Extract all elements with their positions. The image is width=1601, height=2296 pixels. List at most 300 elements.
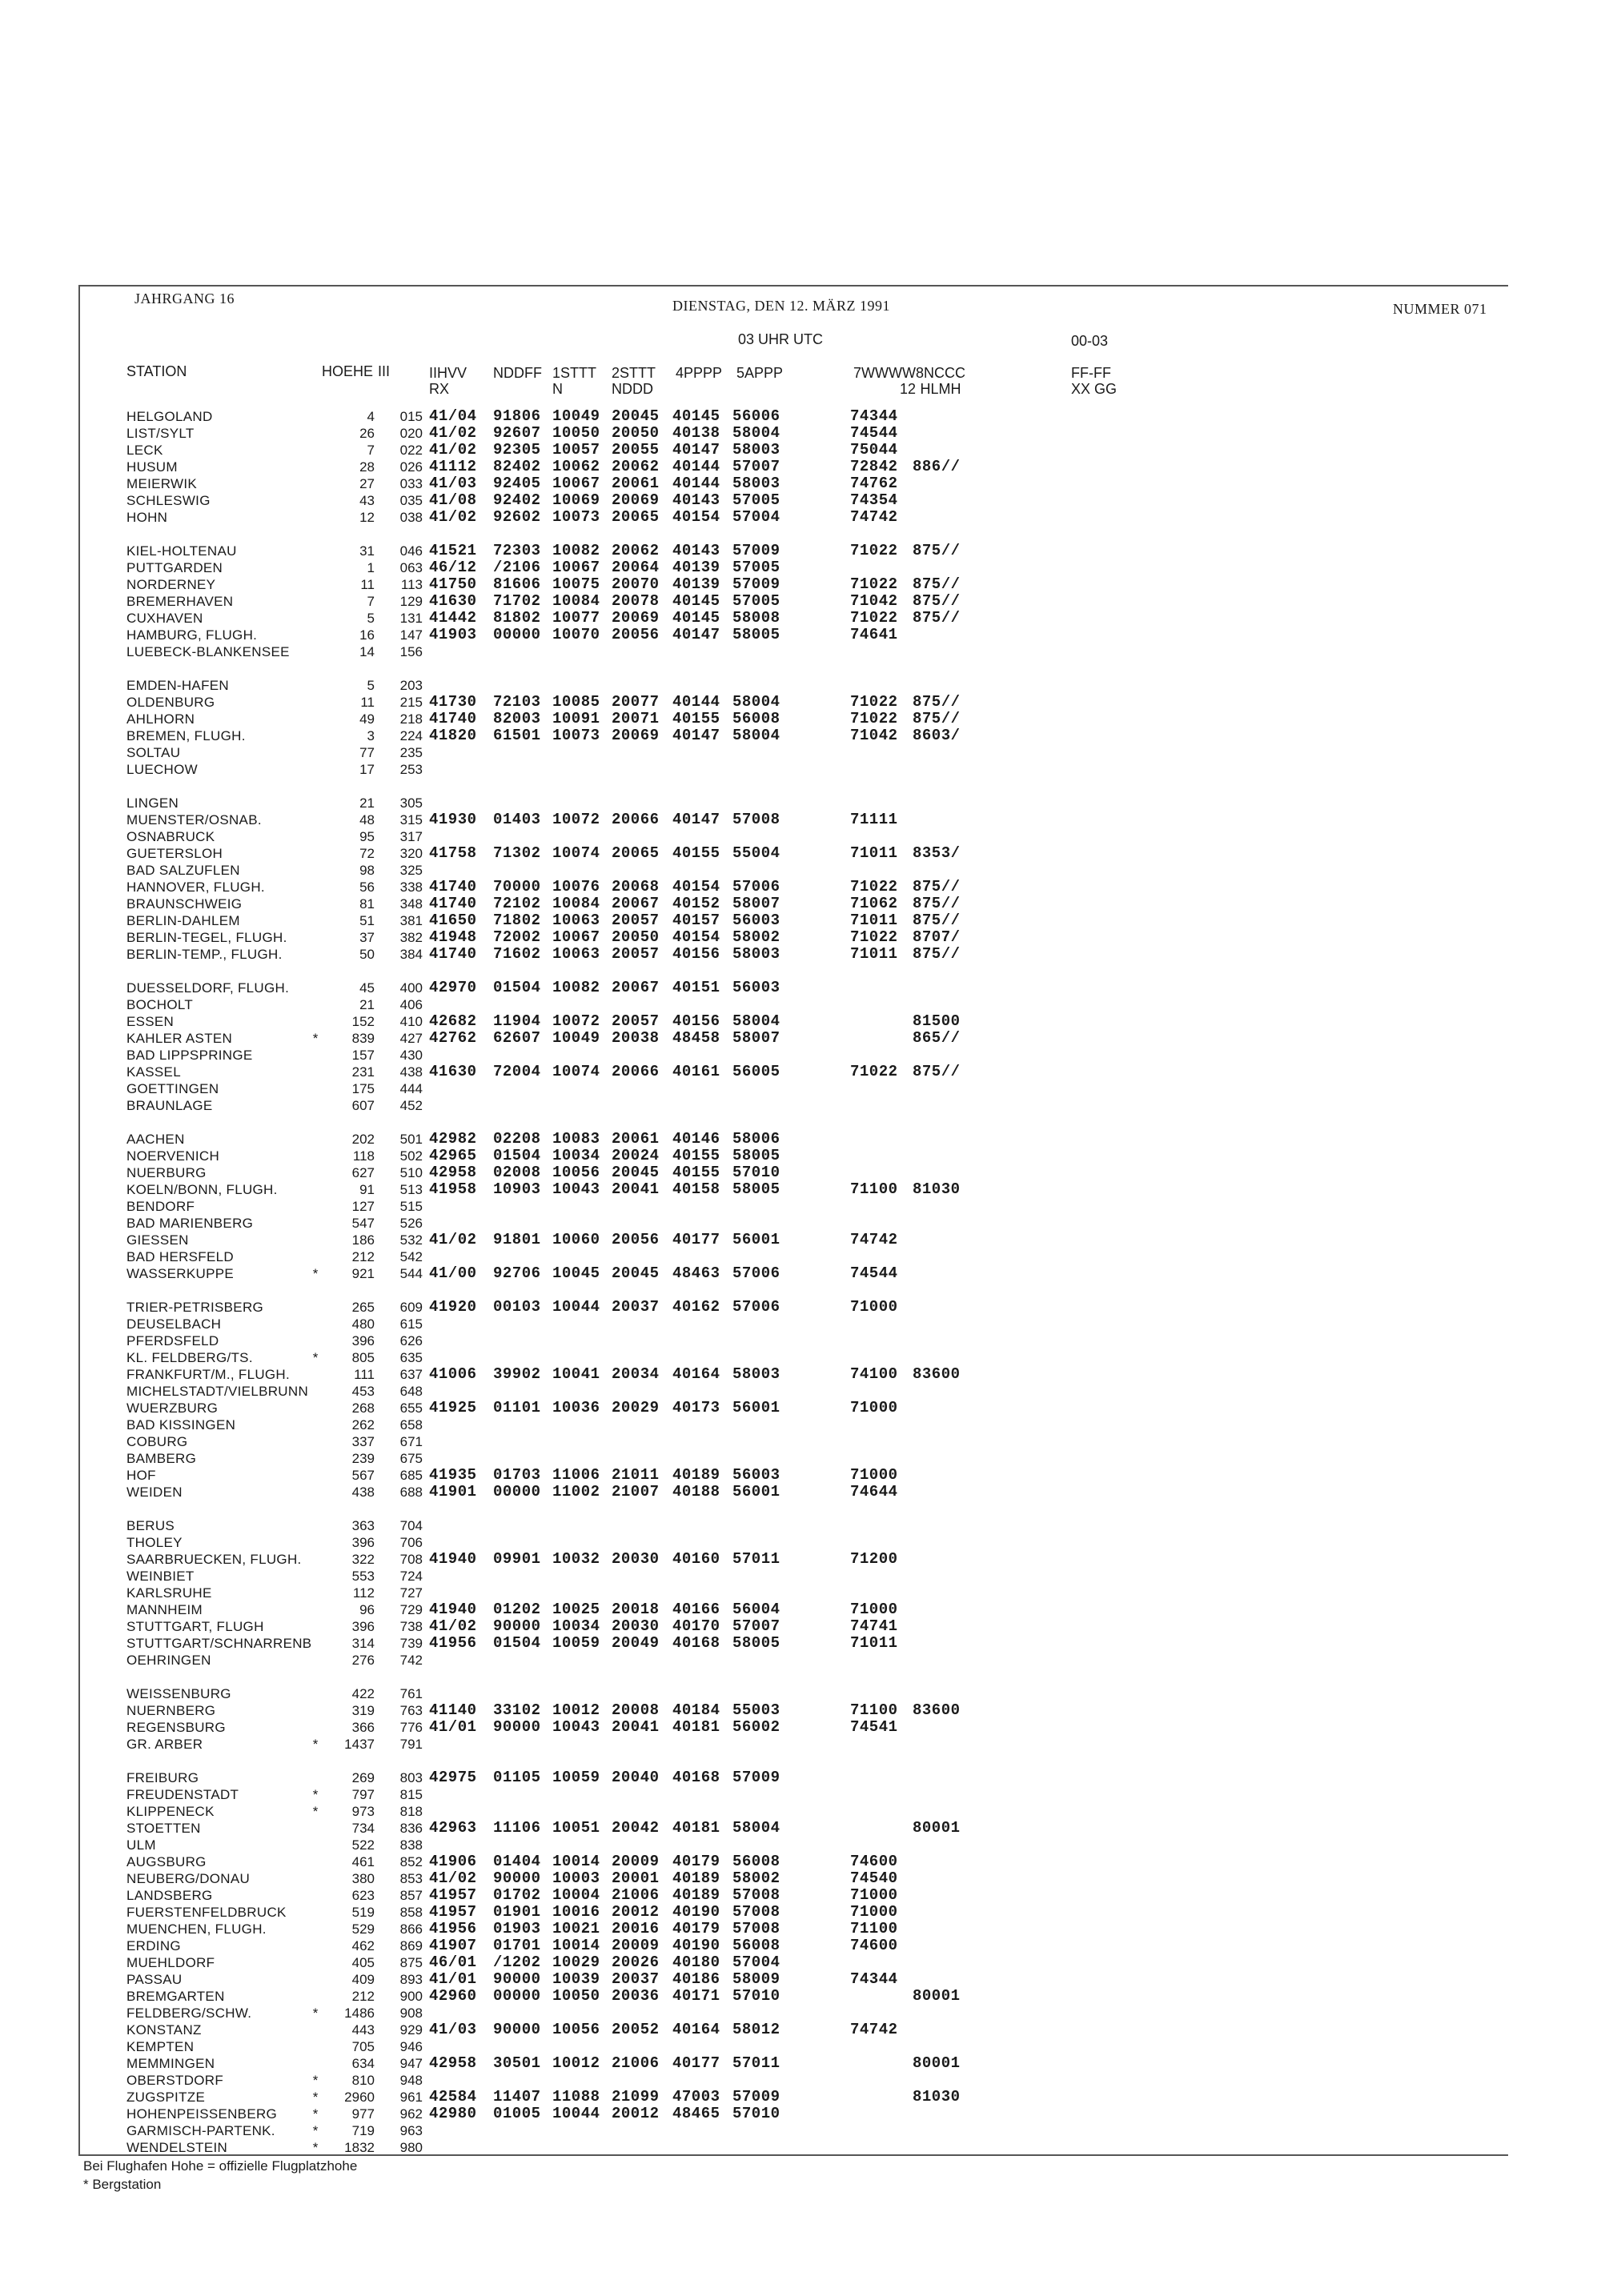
synop-group-4: 20069: [612, 727, 660, 744]
group-spacer: [80, 660, 1201, 677]
synop-group-4: 20055: [612, 441, 660, 459]
synop-group-3: 10091: [552, 710, 600, 727]
synop-group-5: 40181: [672, 1718, 720, 1736]
synop-group-4: 20045: [612, 1164, 660, 1181]
station-index: 900: [399, 1989, 423, 2004]
station-row: [80, 1316, 1201, 1332]
station-height: 805: [351, 1350, 375, 1365]
station-row: [80, 744, 1201, 761]
synop-group-4: 20061: [612, 1130, 660, 1148]
station-row: [80, 828, 1201, 845]
station-name: BERLIN-TEMP., FLUGH.: [126, 947, 283, 962]
synop-group-3: 10044: [552, 1298, 600, 1316]
station-height: 396: [351, 1619, 375, 1634]
station-row: [80, 1685, 1201, 1702]
synop-group-3: 10045: [552, 1264, 600, 1282]
synop-group-1: 41907: [429, 1937, 477, 1954]
station-index: 671: [399, 1434, 423, 1449]
synop-group-7: 71000: [850, 1298, 898, 1316]
mountain-station-marker: *: [312, 2005, 319, 2021]
station-row: [80, 509, 1201, 526]
synop-group-3: 10003: [552, 1869, 600, 1887]
synop-group-6: 58006: [732, 1130, 780, 1148]
station-name: GR. ARBER: [126, 1737, 203, 1752]
station-index: 400: [399, 980, 423, 996]
synop-group-3: 10073: [552, 727, 600, 744]
synop-group-6: 57008: [732, 1886, 780, 1904]
synop-group-1: 41940: [429, 1601, 477, 1618]
station-row: [80, 1568, 1201, 1585]
station-row: [80, 1030, 1201, 1047]
station-height: 363: [351, 1518, 375, 1533]
synop-group-7: 74644: [850, 1483, 898, 1501]
synop-group-4: 21006: [612, 2054, 660, 2072]
synop-group-6: 56002: [732, 1718, 780, 1736]
synop-group-2: 09901: [493, 1550, 541, 1568]
synop-group-5: 40168: [672, 1769, 720, 1786]
mountain-station-marker: *: [312, 1350, 319, 1365]
station-row: [80, 1937, 1201, 1954]
station-name: GARMISCH-PARTENK.: [126, 2123, 275, 2138]
synop-group-1: 41730: [429, 693, 477, 711]
station-height: 627: [351, 1165, 375, 1180]
synop-group-4: 20057: [612, 912, 660, 929]
station-row: [80, 1635, 1201, 1652]
station-height: 810: [351, 2073, 375, 2088]
synop-group-4: 20057: [612, 945, 660, 963]
station-name: NUERBURG: [126, 1165, 207, 1180]
station-height: 839: [351, 1031, 375, 1046]
station-index: 215: [399, 695, 423, 710]
station-row: [80, 1736, 1201, 1753]
synop-group-5: 40190: [672, 1903, 720, 1921]
station-height: 239: [351, 1451, 375, 1466]
station-name: BRAUNLAGE: [126, 1098, 213, 1113]
synop-group-1: 41956: [429, 1920, 477, 1937]
station-index: 727: [399, 1585, 423, 1601]
station-name: WEINBIET: [126, 1569, 195, 1584]
mountain-station-marker: *: [312, 2090, 319, 2105]
station-name: BREMGARTEN: [126, 1989, 225, 2004]
station-row: [80, 442, 1201, 459]
synop-group-4: 20038: [612, 1029, 660, 1047]
synop-group-2: 82402: [493, 458, 541, 475]
synop-group-6: 58002: [732, 928, 780, 946]
synop-group-6: 57004: [732, 1953, 780, 1971]
synop-group-8: 80001: [913, 1987, 961, 2005]
synop-group-7: 71022: [850, 928, 898, 946]
synop-group-1: 41006: [429, 1365, 477, 1383]
station-row: [80, 1181, 1201, 1198]
synop-group-1: 46/12: [429, 559, 477, 576]
synop-group-8: 83600: [913, 1701, 961, 1719]
station-height: 443: [351, 2022, 375, 2038]
synop-group-4: 20077: [612, 693, 660, 711]
station-index: 020: [399, 426, 423, 441]
station-index: 502: [399, 1148, 423, 1164]
synop-group-1: 42682: [429, 1012, 477, 1030]
synop-group-5: 40145: [672, 609, 720, 627]
col-hoehe: HOEHE: [322, 363, 374, 379]
synop-group-6: 57010: [732, 2105, 780, 2122]
synop-group-4: 20009: [612, 1853, 660, 1870]
synop-group-3: 10062: [552, 458, 600, 475]
station-height: 634: [351, 2056, 375, 2071]
station-name: PUTTGARDEN: [126, 560, 223, 575]
synop-group-4: 20056: [612, 1231, 660, 1248]
synop-group-5: 40168: [672, 1634, 720, 1652]
synop-group-1: 42970: [429, 979, 477, 996]
station-height: 480: [351, 1316, 375, 1332]
station-height: 50: [359, 947, 375, 962]
station-row: [80, 1837, 1201, 1853]
station-row: [80, 2089, 1201, 2106]
station-height: 26: [359, 426, 375, 441]
col-5appp: 5APPP: [736, 365, 784, 381]
synop-group-5: 40147: [672, 626, 720, 643]
station-row: [80, 711, 1201, 727]
synop-group-3: 10036: [552, 1399, 600, 1416]
synop-group-1: 41740: [429, 878, 477, 896]
synop-group-1: 41740: [429, 710, 477, 727]
synop-group-3: 10063: [552, 912, 600, 929]
synop-group-2: 91806: [493, 407, 541, 425]
station-index: 046: [399, 543, 423, 559]
synop-group-1: 41/01: [429, 1970, 477, 1988]
station-index: 156: [399, 644, 423, 659]
station-name: HELGOLAND: [126, 409, 213, 424]
station-index: 338: [399, 880, 423, 895]
synop-group-1: 42982: [429, 1130, 477, 1148]
station-name: SOLTAU: [126, 745, 181, 760]
station-height: 265: [351, 1300, 375, 1315]
station-row: [80, 980, 1201, 996]
station-height: 202: [351, 1132, 375, 1147]
station-index: 513: [399, 1182, 423, 1197]
synop-group-7: 71062: [850, 895, 898, 912]
station-name: FRANKFURT/M., FLUGH.: [126, 1367, 291, 1382]
station-index: 637: [399, 1367, 423, 1382]
synop-group-5: 40189: [672, 1886, 720, 1904]
station-row: [80, 912, 1201, 929]
station-height: 5: [367, 678, 375, 693]
station-name: AHLHORN: [126, 711, 195, 727]
station-row: [80, 1853, 1201, 1870]
time-range-label: 00-03: [1071, 333, 1109, 349]
synop-group-1: 41/02: [429, 508, 477, 526]
station-row: [80, 1097, 1201, 1114]
synop-group-7: 74344: [850, 407, 898, 425]
synop-group-3: 10029: [552, 1953, 600, 1971]
synop-group-2: 81606: [493, 575, 541, 593]
station-height: 11: [360, 577, 375, 592]
synop-group-8: 81030: [913, 1180, 961, 1198]
synop-group-2: 01702: [493, 1886, 541, 1904]
station-height: 3: [367, 728, 375, 743]
station-name: PFERDSFELD: [126, 1333, 219, 1348]
synop-group-5: 48463: [672, 1264, 720, 1282]
station-name: EMDEN-HAFEN: [126, 678, 229, 693]
synop-group-4: 20078: [612, 592, 660, 610]
synop-group-6: 57007: [732, 1617, 780, 1635]
station-height: 719: [351, 2123, 375, 2138]
synop-group-1: 41956: [429, 1634, 477, 1652]
synop-group-5: 40189: [672, 1466, 720, 1484]
station-index: 852: [399, 1854, 423, 1869]
col-station: STATION: [126, 363, 187, 379]
station-height: 396: [351, 1535, 375, 1550]
station-table: [80, 408, 1201, 2156]
station-name: MEMMINGEN: [126, 2056, 215, 2071]
station-name: ULM: [126, 1837, 156, 1853]
synop-group-7: 71011: [850, 844, 898, 862]
synop-group-2: 90000: [493, 1718, 541, 1736]
station-row: [80, 1921, 1201, 1937]
synop-group-1: 41140: [429, 1701, 477, 1719]
synop-group-3: 10084: [552, 592, 600, 610]
synop-group-4: 20066: [612, 811, 660, 828]
station-row: [80, 879, 1201, 896]
synop-group-5: 40177: [672, 2054, 720, 2072]
synop-group-5: 40161: [672, 1063, 720, 1080]
station-index: 147: [399, 627, 423, 643]
synop-group-3: 10069: [552, 491, 600, 509]
station-height: 31: [359, 543, 375, 559]
station-height: 16: [359, 627, 375, 643]
group-spacer: [80, 963, 1201, 980]
station-height: 366: [351, 1720, 375, 1735]
station-index: 381: [399, 913, 423, 928]
synop-group-3: 10032: [552, 1550, 600, 1568]
synop-group-5: 40144: [672, 458, 720, 475]
synop-group-6: 57008: [732, 1920, 780, 1937]
station-row: [80, 1400, 1201, 1416]
synop-group-5: 40170: [672, 1617, 720, 1635]
synop-group-6: 58005: [732, 1180, 780, 1198]
station-name: HUSUM: [126, 459, 178, 475]
synop-group-2: 01903: [493, 1920, 541, 1937]
synop-group-7: 71000: [850, 1903, 898, 1921]
station-height: 380: [351, 1871, 375, 1886]
synop-group-5: 40145: [672, 592, 720, 610]
synop-group-6: 58004: [732, 424, 780, 442]
station-height: 567: [351, 1468, 375, 1483]
station-name: BAD HERSFELD: [126, 1249, 234, 1264]
synop-group-6: 57005: [732, 559, 780, 576]
synop-group-4: 21007: [612, 1483, 660, 1501]
station-row: [80, 1887, 1201, 1904]
station-name: WUERZBURG: [126, 1400, 219, 1416]
synop-group-4: 20041: [612, 1180, 660, 1198]
synop-group-6: 57011: [732, 1550, 780, 1568]
synop-group-5: 40179: [672, 1853, 720, 1870]
station-height: 212: [351, 1989, 375, 2004]
station-height: 276: [351, 1653, 375, 1668]
station-height: 269: [351, 1770, 375, 1785]
synop-group-1: 41/02: [429, 424, 477, 442]
station-index: 317: [399, 829, 423, 844]
synop-group-2: 30501: [493, 2054, 541, 2072]
station-name: GIESSEN: [126, 1232, 189, 1248]
station-name: BAD SALZUFLEN: [126, 863, 240, 878]
synop-group-5: 40151: [672, 979, 720, 996]
synop-group-7: 71022: [850, 609, 898, 627]
station-height: 977: [351, 2106, 375, 2122]
station-row: [80, 1652, 1201, 1669]
synop-group-1: 41940: [429, 1550, 477, 1568]
synop-group-6: 57006: [732, 1298, 780, 1316]
station-name: ZUGSPITZE: [126, 2090, 206, 2105]
station-height: 37: [359, 930, 375, 945]
station-name: GOETTINGEN: [126, 1081, 219, 1096]
synop-group-2: 10903: [493, 1180, 541, 1198]
synop-group-8: 80001: [913, 2054, 961, 2072]
synop-group-7: 71111: [850, 811, 898, 828]
synop-group-6: 58002: [732, 1869, 780, 1887]
synop-group-4: 20026: [612, 1953, 660, 1971]
station-row: [80, 593, 1201, 610]
synop-group-8: 875//: [913, 1063, 961, 1080]
synop-group-1: 41/02: [429, 1231, 477, 1248]
synop-group-8: 875//: [913, 609, 961, 627]
synop-group-6: 57006: [732, 878, 780, 896]
station-index: 035: [399, 493, 423, 508]
station-index: 908: [399, 2005, 423, 2021]
synop-group-1: 46/01: [429, 1953, 477, 1971]
station-height: 21: [359, 997, 375, 1012]
synop-group-4: 20030: [612, 1617, 660, 1635]
station-height: 27: [359, 476, 375, 491]
synop-group-4: 20071: [612, 710, 660, 727]
station-row: [80, 610, 1201, 627]
station-row: [80, 1534, 1201, 1551]
station-name: FUERSTENFELDBRUCK: [126, 1905, 287, 1920]
station-height: 11: [360, 695, 375, 710]
station-height: 91: [359, 1182, 375, 1197]
station-index: 857: [399, 1888, 423, 1903]
synop-group-1: 41920: [429, 1298, 477, 1316]
station-name: HOF: [126, 1468, 156, 1483]
synop-group-4: 20018: [612, 1601, 660, 1618]
station-row: [80, 2139, 1201, 2156]
synop-group-6: 56003: [732, 1466, 780, 1484]
station-height: 519: [351, 1905, 375, 1920]
synop-group-7: 71000: [850, 1466, 898, 1484]
synop-group-3: 10025: [552, 1601, 600, 1618]
station-row: [80, 425, 1201, 442]
synop-group-5: 40190: [672, 1937, 720, 1954]
station-index: 444: [399, 1081, 423, 1096]
station-height: 522: [351, 1837, 375, 1853]
synop-group-6: 57005: [732, 491, 780, 509]
station-name: LANDSBERG: [126, 1888, 213, 1903]
station-name: FREUDENSTADT: [126, 1787, 239, 1802]
synop-group-3: 10050: [552, 424, 600, 442]
station-name: REGENSBURG: [126, 1720, 226, 1735]
synop-group-6: 56006: [732, 407, 780, 425]
synop-group-4: 20057: [612, 1012, 660, 1030]
station-name: CUXHAVEN: [126, 611, 203, 626]
synop-group-2: 82003: [493, 710, 541, 727]
station-row: [80, 1517, 1201, 1534]
synop-group-2: 90000: [493, 1970, 541, 1988]
synop-group-7: 74354: [850, 491, 898, 509]
station-height: 12: [359, 510, 375, 525]
station-height: 553: [351, 1569, 375, 1584]
col-1sttt: 1STTT N: [552, 365, 597, 397]
synop-group-1: 41630: [429, 592, 477, 610]
synop-group-1: 41521: [429, 542, 477, 559]
synop-group-7: 71011: [850, 945, 898, 963]
synop-group-1: 41650: [429, 912, 477, 929]
synop-group-4: 20067: [612, 895, 660, 912]
station-height: 1: [367, 560, 375, 575]
synop-group-5: 40155: [672, 1147, 720, 1164]
station-index: 063: [399, 560, 423, 575]
synop-group-1: 42980: [429, 2105, 477, 2122]
station-name: MEIERWIK: [126, 476, 198, 491]
synop-group-2: 01105: [493, 1769, 541, 1786]
synop-group-2: 91801: [493, 1231, 541, 1248]
station-index: 253: [399, 762, 423, 777]
station-index: 406: [399, 997, 423, 1012]
synop-group-1: 41740: [429, 945, 477, 963]
station-index: 875: [399, 1955, 423, 1970]
station-height: 98: [359, 863, 375, 878]
synop-group-2: 92405: [493, 475, 541, 492]
station-index: 033: [399, 476, 423, 491]
synop-group-7: 71042: [850, 727, 898, 744]
station-name: LUECHOW: [126, 762, 198, 777]
synop-group-7: 71000: [850, 1886, 898, 1904]
synop-group-3: 10012: [552, 1701, 600, 1719]
station-row: [80, 1215, 1201, 1232]
synop-group-8: 875//: [913, 693, 961, 711]
synop-group-4: 20066: [612, 1063, 660, 1080]
station-index: 858: [399, 1905, 423, 1920]
synop-group-7: 74540: [850, 1869, 898, 1887]
synop-group-2: 62607: [493, 1029, 541, 1047]
synop-group-4: 20061: [612, 475, 660, 492]
synop-group-5: 40164: [672, 2021, 720, 2038]
synop-group-8: 83600: [913, 1365, 961, 1383]
station-row: [80, 811, 1201, 828]
synop-group-7: 71022: [850, 542, 898, 559]
station-index: 224: [399, 728, 423, 743]
synop-group-2: /1202: [493, 1953, 541, 1971]
synop-group-7: 74100: [850, 1365, 898, 1383]
synop-group-2: 39902: [493, 1365, 541, 1383]
station-row: [80, 408, 1201, 425]
synop-group-3: 10067: [552, 475, 600, 492]
station-index: 218: [399, 711, 423, 727]
synop-group-4: 20012: [612, 1903, 660, 1921]
synop-group-5: 40154: [672, 508, 720, 526]
synop-group-7: 74600: [850, 1853, 898, 1870]
station-index: 348: [399, 896, 423, 912]
station-row: [80, 1148, 1201, 1164]
station-name: HOHENPEISSENBERG: [126, 2106, 278, 2122]
synop-group-1: 41/02: [429, 441, 477, 459]
synop-group-2: 01101: [493, 1399, 541, 1416]
station-name: OSNABRUCK: [126, 829, 215, 844]
synop-group-4: 20029: [612, 1399, 660, 1416]
synop-group-5: 40138: [672, 424, 720, 442]
synop-group-7: 75044: [850, 441, 898, 459]
synop-group-1: 41740: [429, 895, 477, 912]
synop-group-2: 11407: [493, 2088, 541, 2106]
synop-group-4: 20008: [612, 1701, 660, 1719]
